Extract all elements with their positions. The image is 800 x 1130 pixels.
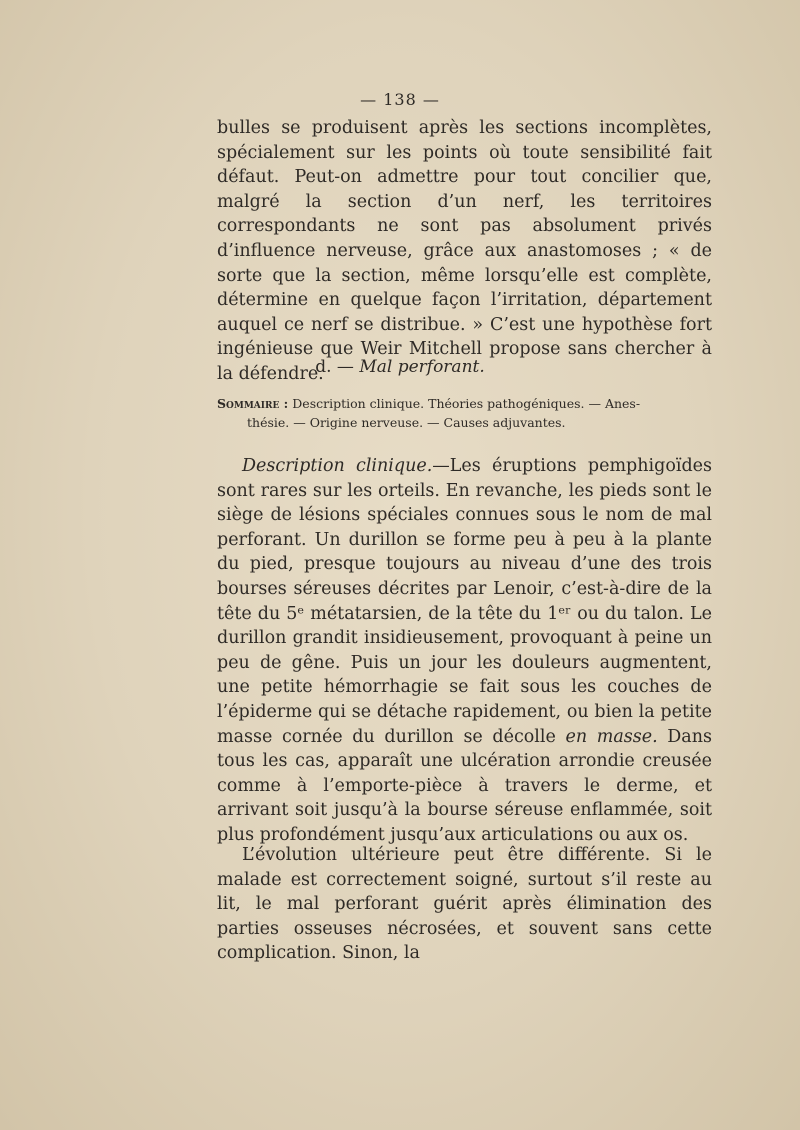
- summary-lead: Sommaire :: [217, 396, 289, 411]
- section-heading: [0, 357, 800, 377]
- paragraph-3-block: [217, 843, 712, 966]
- page-number: — 138 —: [360, 90, 440, 109]
- summary-block: [217, 394, 712, 432]
- paragraph-3: L’évolution ultérieure peut être différente. Si le malade est correctement soigné, surtout s’il reste au lit, le mal perforant guérit après élimination des parties osseuses nécrosées, et souvent sans cette complication. Sinon, la: [217, 845, 712, 964]
- summary-line-2: thésie. — Origine nerveuse. — Causes adjuvantes.: [247, 415, 566, 430]
- section-title: Mal perforant.: [359, 357, 485, 377]
- paragraph-2-end: Dans tous les cas, apparaît une ulcération arrondie creusée comme à l’emporte-pièce à travers le derme, et arrivant soit jusqu’à la bourse séreuse enflammée, soit plus profondément jusqu’aux articulations ou aux os.: [217, 726, 712, 845]
- paragraph-2: [217, 454, 712, 848]
- paragraph-1-block: [217, 116, 712, 387]
- paragraph-2-block: [217, 454, 712, 848]
- section-label: d. —: [315, 357, 354, 377]
- paragraph-1: bulles se produisent après les sections incomplètes, spécialement sur les points où toute sensibilité fait défaut. Peut-on admettre pour tout concilier que, malgré la section d’un nerf, les territoires correspondants ne sont pas absolument privés d’influence nerveuse, grâce aux anastomoses ; « de sorte que la section, même lorsqu’elle est complète, détermine en quelque façon l’irritation, département auquel ce nerf se distribue. » C’est une hypothèse fort ingénieuse que Weir Mitchell propose sans chercher à la défendre.: [217, 118, 712, 384]
- paragraph-2-italic: en masse.: [565, 726, 658, 747]
- paragraph-2-lead: Description clinique.: [242, 456, 433, 476]
- summary-line-1: Description clinique. Théories pathogéniques. — Anes-: [292, 396, 641, 411]
- paragraph-2-body: —Les éruptions pemphigoïdes sont rares sur les orteils. En revanche, les pieds sont le siège de lésions spéciales connues sous le nom de mal perforant. Un durillon se forme peu à peu à la plante du pied, presque toujours au niveau d’une des trois bourses séreuses décrites par Lenoir, c’est-à-dire de la tête du 5ᵉ métatarsien, de la tête du 1ᵉʳ ou du talon. Le durillon grandit insidieusement, provoquant à peine un peu de gêne. Puis un jour les douleurs augmentent, une petite hémorrhagie se fait sous les couches de l’épiderme qui se détache rapidement, ou bien la petite masse cornée du durillon se décolle: [217, 456, 712, 747]
